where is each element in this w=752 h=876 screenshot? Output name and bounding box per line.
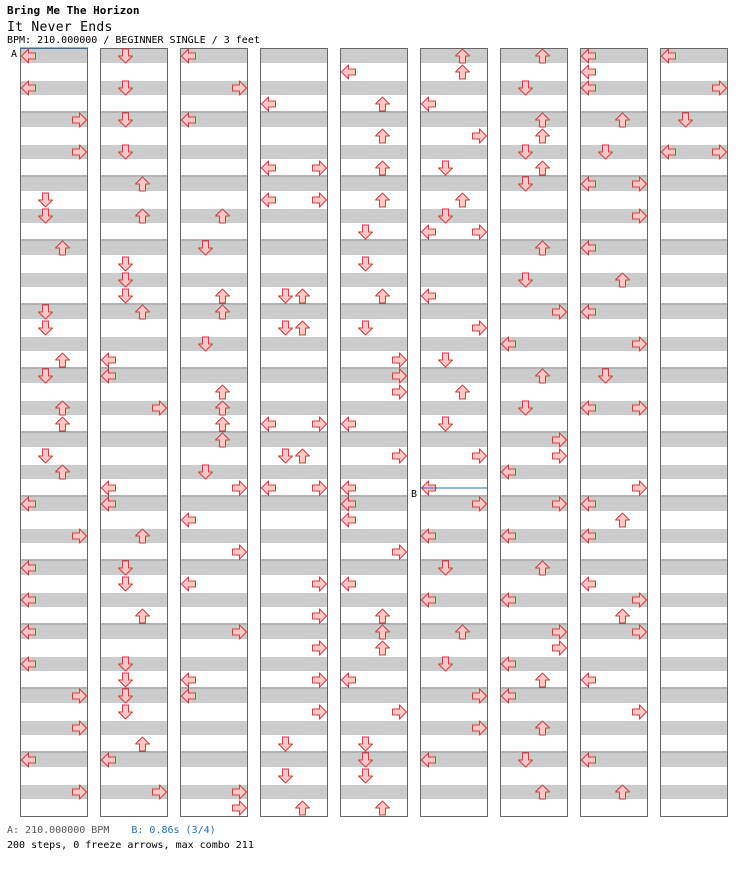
beat-stripe	[660, 337, 728, 351]
beat-stripe	[660, 529, 728, 543]
beat-stripe	[260, 337, 328, 351]
beat-stripe	[20, 337, 88, 351]
chart-column	[500, 48, 568, 817]
beat-stripe	[100, 433, 168, 447]
beat-stripe	[580, 785, 648, 799]
beat-stripe	[100, 113, 168, 127]
beat-stripe	[180, 337, 248, 351]
beat-stripe	[420, 305, 488, 319]
beat-stripe	[20, 177, 88, 191]
beat-stripe	[500, 753, 568, 767]
beat-stripe	[180, 209, 248, 223]
beat-stripe	[180, 465, 248, 479]
beat-stripe	[580, 689, 648, 703]
beat-stripe	[660, 177, 728, 191]
beat-stripe	[500, 241, 568, 255]
beat-stripe	[580, 657, 648, 671]
beat-stripe	[420, 465, 488, 479]
beat-stripe	[580, 721, 648, 735]
beat-stripe	[500, 401, 568, 415]
beat-stripe	[100, 241, 168, 255]
beat-stripe	[420, 49, 488, 63]
beat-stripe	[420, 337, 488, 351]
beat-stripe	[180, 401, 248, 415]
beat-stripe	[260, 689, 328, 703]
beat-stripe	[260, 113, 328, 127]
beat-stripe	[180, 497, 248, 511]
beat-stripe	[660, 753, 728, 767]
beat-stripe	[500, 209, 568, 223]
beat-stripe	[100, 465, 168, 479]
chart-column	[420, 48, 488, 817]
beat-stripe	[580, 561, 648, 575]
chart-column	[260, 48, 328, 817]
chart-column	[20, 48, 88, 817]
beat-stripe	[260, 433, 328, 447]
beat-stripe	[580, 113, 648, 127]
beat-stripe	[580, 433, 648, 447]
beat-stripe	[660, 625, 728, 639]
beat-stripe	[100, 145, 168, 159]
beat-stripe	[180, 177, 248, 191]
beat-stripe	[20, 305, 88, 319]
beat-stripe	[100, 209, 168, 223]
beat-stripe	[660, 401, 728, 415]
beat-stripe	[20, 465, 88, 479]
beat-stripe	[260, 369, 328, 383]
beat-stripe	[500, 113, 568, 127]
beat-stripe	[500, 561, 568, 575]
beat-stripe	[580, 273, 648, 287]
beat-stripe	[20, 401, 88, 415]
beat-stripe	[420, 433, 488, 447]
beat-stripe	[420, 561, 488, 575]
beat-stripe	[180, 241, 248, 255]
beat-stripe	[420, 369, 488, 383]
beat-stripe	[340, 753, 408, 767]
beat-stripe	[660, 433, 728, 447]
beat-stripe	[100, 529, 168, 543]
beat-stripe	[660, 273, 728, 287]
beat-stripe	[340, 177, 408, 191]
beat-stripe	[180, 305, 248, 319]
chart-meta: BPM: 210.000000 / BEGINNER SINGLE / 3 feet	[7, 35, 260, 46]
marker-label: A	[11, 49, 18, 60]
beat-stripe	[260, 241, 328, 255]
marker-label: B	[411, 489, 418, 500]
beat-stripe	[100, 81, 168, 95]
beat-stripe	[660, 209, 728, 223]
beat-stripe	[180, 593, 248, 607]
beat-stripe	[500, 177, 568, 191]
beat-stripe	[20, 433, 88, 447]
beat-stripe	[500, 273, 568, 287]
beat-stripe	[340, 145, 408, 159]
beat-stripe	[340, 49, 408, 63]
beat-stripe	[500, 145, 568, 159]
beat-stripe	[180, 273, 248, 287]
beat-stripe	[500, 81, 568, 95]
beat-stripe	[340, 529, 408, 543]
beat-stripe	[660, 721, 728, 735]
beat-stripe	[260, 593, 328, 607]
beat-stripe	[260, 305, 328, 319]
beat-stripe	[180, 561, 248, 575]
beat-stripe	[340, 305, 408, 319]
beat-stripe	[100, 561, 168, 575]
beat-stripe	[100, 337, 168, 351]
beat-stripe	[340, 561, 408, 575]
beat-stripe	[580, 465, 648, 479]
beat-stripe	[660, 497, 728, 511]
beat-stripe	[260, 657, 328, 671]
beat-stripe	[260, 145, 328, 159]
beat-stripe	[660, 785, 728, 799]
beat-stripe	[660, 113, 728, 127]
beat-stripe	[260, 497, 328, 511]
beat-stripe	[180, 657, 248, 671]
beat-stripe	[420, 81, 488, 95]
beat-stripe	[20, 273, 88, 287]
beat-stripe	[260, 561, 328, 575]
beat-stripe	[260, 465, 328, 479]
beat-stripe	[420, 241, 488, 255]
beat-stripe	[660, 305, 728, 319]
beat-stripe	[20, 241, 88, 255]
beat-stripe	[260, 529, 328, 543]
beat-stripe	[260, 401, 328, 415]
beat-stripe	[180, 145, 248, 159]
beat-stripe	[660, 465, 728, 479]
beat-stripe	[180, 433, 248, 447]
beat-stripe	[260, 785, 328, 799]
beat-stripe	[340, 81, 408, 95]
beat-stripe	[260, 81, 328, 95]
chart-column	[180, 48, 248, 817]
beat-stripe	[580, 145, 648, 159]
beat-stripe	[340, 241, 408, 255]
beat-stripe	[340, 337, 408, 351]
beat-stripe	[420, 273, 488, 287]
chart-column	[660, 48, 728, 817]
beat-stripe	[100, 305, 168, 319]
beat-stripe	[260, 753, 328, 767]
beat-stripe	[100, 273, 168, 287]
beat-stripe	[660, 593, 728, 607]
beat-stripe	[340, 273, 408, 287]
chart-column	[580, 48, 648, 817]
beat-stripe	[260, 721, 328, 735]
beat-stripe	[500, 49, 568, 63]
beat-stripe	[100, 625, 168, 639]
beat-stripe	[420, 177, 488, 191]
beat-stripe	[260, 273, 328, 287]
beat-stripe	[100, 49, 168, 63]
beat-stripe	[420, 113, 488, 127]
bpm-b-label: B: 0.86s (3/4)	[131, 825, 216, 836]
beat-stripe	[500, 369, 568, 383]
beat-stripe	[180, 529, 248, 543]
beat-stripe	[100, 721, 168, 735]
chart-column	[100, 48, 168, 817]
beat-stripe	[580, 369, 648, 383]
beat-stripe	[100, 689, 168, 703]
footer-bpm	[7, 825, 216, 836]
song-artist: Bring Me The Horizon	[7, 4, 140, 17]
beat-stripe	[100, 593, 168, 607]
bpm-a-label: A: 210.000000 BPM	[7, 825, 110, 836]
beat-stripe	[420, 625, 488, 639]
beat-stripe	[340, 721, 408, 735]
beat-stripe	[500, 785, 568, 799]
beat-stripe	[260, 625, 328, 639]
beat-stripe	[100, 177, 168, 191]
beat-stripe	[180, 369, 248, 383]
beat-stripe	[420, 657, 488, 671]
beat-stripe	[420, 401, 488, 415]
beat-stripe	[340, 625, 408, 639]
beat-stripe	[340, 209, 408, 223]
beat-stripe	[500, 721, 568, 735]
beat-stripe	[660, 657, 728, 671]
beat-stripe	[660, 369, 728, 383]
beat-stripe	[340, 433, 408, 447]
beat-stripe	[100, 657, 168, 671]
beat-stripe	[180, 753, 248, 767]
beat-stripe	[420, 209, 488, 223]
beat-stripe	[660, 561, 728, 575]
beat-stripe	[340, 401, 408, 415]
song-title: It Never Ends	[7, 20, 113, 35]
beat-stripe	[260, 49, 328, 63]
beat-stripe	[340, 657, 408, 671]
beat-stripe	[260, 177, 328, 191]
beat-stripe	[340, 785, 408, 799]
beat-stripe	[340, 113, 408, 127]
beat-stripe	[660, 689, 728, 703]
beat-stripe	[340, 465, 408, 479]
beat-stripe	[340, 593, 408, 607]
beat-stripe	[420, 145, 488, 159]
beat-stripe	[180, 721, 248, 735]
footer-stats: 200 steps, 0 freeze arrows, max combo 211	[7, 840, 254, 851]
beat-stripe	[340, 689, 408, 703]
beat-stripe	[20, 369, 88, 383]
beat-stripe	[260, 209, 328, 223]
beat-stripe	[420, 785, 488, 799]
chart-column	[340, 48, 408, 817]
beat-stripe	[660, 241, 728, 255]
beat-stripe	[20, 209, 88, 223]
